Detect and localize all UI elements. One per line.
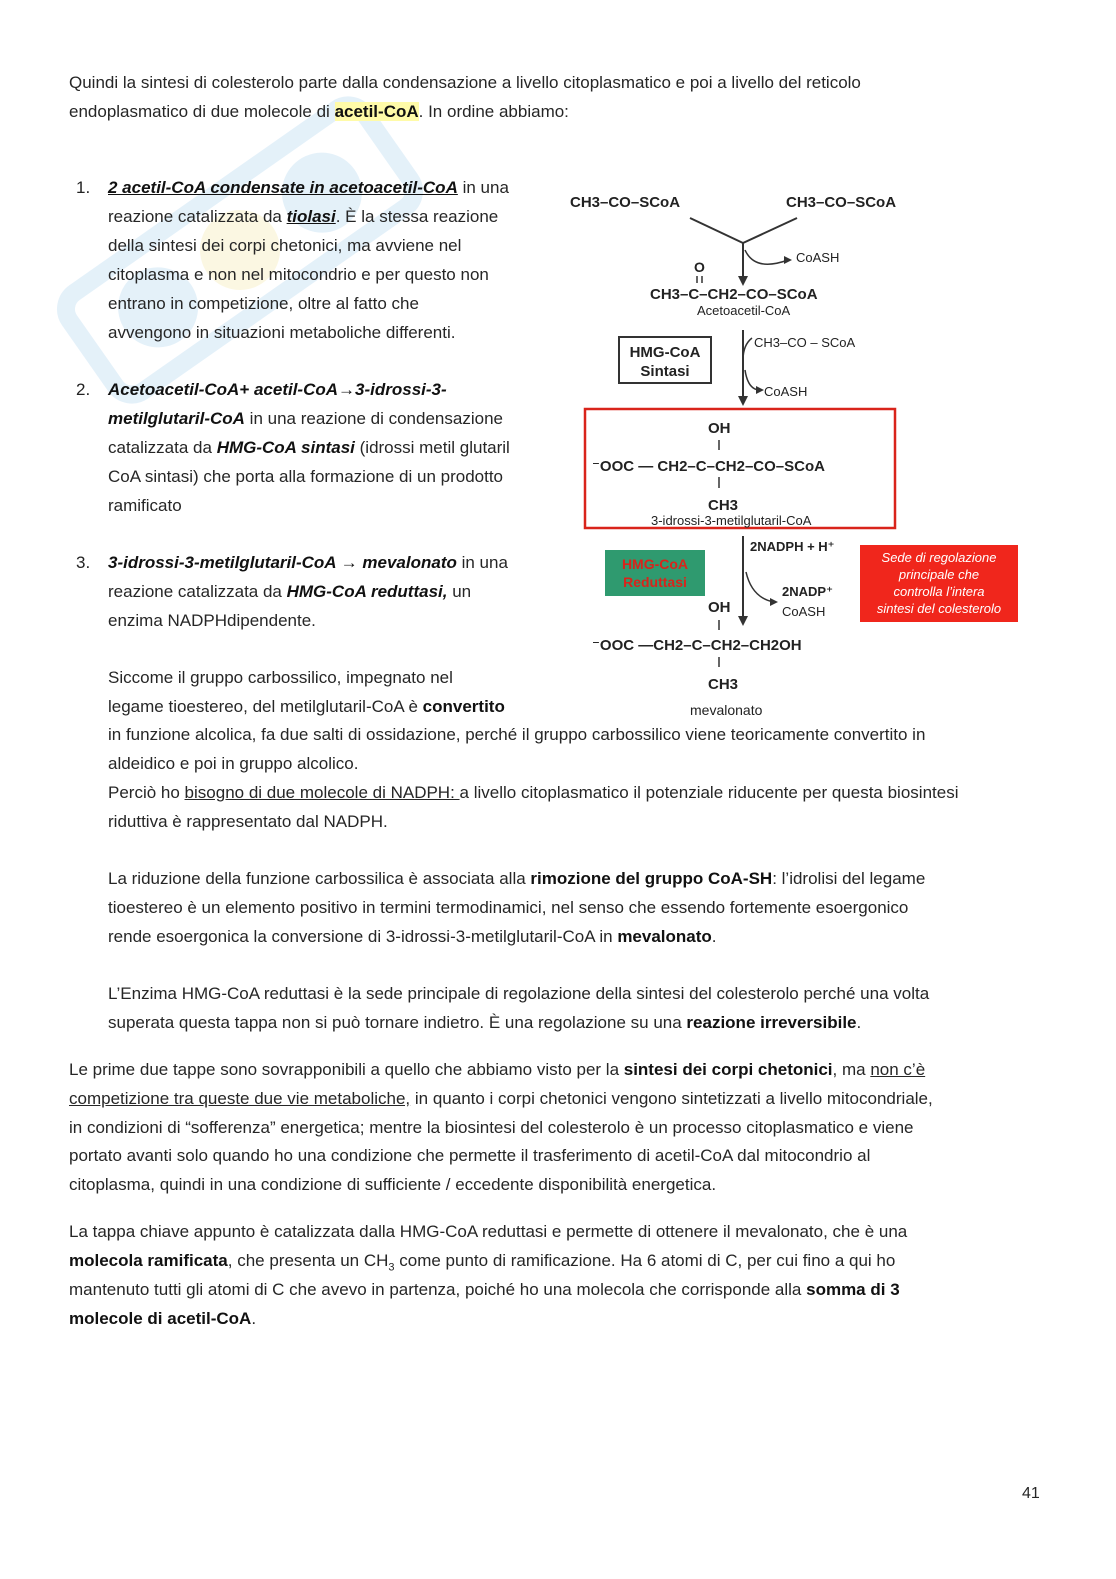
para-b-text: mantenuto tutti gli atomi di C che avevo in partenza, poiché ho una molecola che corrisponde alla bbox=[69, 1280, 807, 1299]
intro-text-end: . In ordine abbiamo: bbox=[418, 102, 569, 121]
para-b-line-4 bbox=[69, 1304, 256, 1333]
para-b-bold: molecole di acetil-CoA bbox=[69, 1309, 252, 1328]
step-3-p2-text: La riduzione della funzione carbossilica è associata alla bbox=[108, 869, 531, 888]
step-3-line-3: enzima NADPHdipendente. bbox=[108, 611, 316, 630]
reactant-right: CH3–CO–SCoA bbox=[786, 194, 897, 211]
para-a-line-1 bbox=[69, 1055, 925, 1084]
para-a-text: , ma bbox=[832, 1060, 871, 1079]
step-1-text: in una bbox=[457, 178, 509, 197]
para-a-line-4: portato avanti solo quando ho una condizione che permette il trasferimento di acetil-CoA dal mitocondrio al bbox=[69, 1146, 871, 1165]
hmg-name: 3-idrossi-3-metilglutaril-CoA bbox=[651, 513, 812, 528]
regulation-line-1: Sede di regolazione bbox=[881, 550, 997, 565]
step-3-p1-line-1: Siccome il gruppo carbossilico, impegnato nel bbox=[108, 668, 453, 687]
nadph-input: 2NADPH + H⁺ bbox=[750, 539, 835, 554]
step-3-p1-line-6: riduttiva è rappresentato dal NADPH. bbox=[108, 812, 388, 831]
step-2-line-2 bbox=[108, 404, 503, 433]
step-1-line-3: della sintesi dei corpi chetonici, ma avviene nel bbox=[108, 236, 462, 255]
step-3-line-2 bbox=[108, 577, 471, 606]
step-3-p1-line-5 bbox=[108, 778, 958, 807]
step-3-p2-bold: rimozione del gruppo CoA-SH bbox=[530, 869, 773, 888]
coash-label-3: CoASH bbox=[782, 604, 826, 619]
acetoacetyl-formula: CH3–C–CH2–CO–SCoA bbox=[650, 286, 818, 303]
step-3-p2-text: rende esoergonica la conversione di 3-idrossi-3-metilglutaril-CoA in bbox=[108, 927, 618, 946]
mevalonate-methyl: CH3 bbox=[708, 676, 739, 693]
step-3-p3-text: superata questa tappa non si può tornare indietro. È una regolazione su una bbox=[108, 1013, 687, 1032]
hmg-methyl: CH3 bbox=[708, 497, 739, 514]
coash-label-2: CoASH bbox=[764, 384, 808, 399]
step-3-p3-text: . bbox=[856, 1013, 862, 1032]
enzyme-reductase-line-2: Reduttasi bbox=[623, 574, 687, 590]
acetoacetyl-oxygen: O bbox=[694, 259, 705, 275]
para-a-text: Le prime due tappe sono sovrapponibili a quello che abbiamo visto per la bbox=[69, 1060, 624, 1079]
step-3-title: 3-idrossi-3-metilglutaril-CoA → mevalonato bbox=[108, 553, 457, 572]
acetylcoa-input: CH3–CO – SCoA bbox=[754, 335, 856, 350]
regulation-line-4: sintesi del colesterolo bbox=[876, 601, 1002, 616]
step-1-text: reazione catalizzata da bbox=[108, 207, 287, 226]
step-3-text: reazione catalizzata da bbox=[108, 582, 287, 601]
enzyme-reductase-line-1: HMG-CoA bbox=[621, 556, 689, 572]
para-b-text: , che presenta un CH bbox=[227, 1251, 389, 1270]
step-3-line-1 bbox=[108, 548, 508, 577]
para-b-text: come punto di ramificazione. Ha 6 atomi di C, per cui fino a qui ho bbox=[394, 1251, 896, 1270]
regulation-line-2: principale che bbox=[898, 567, 980, 582]
step-3-p2-line-2: tioestereo è un elemento positivo in termini termodinamici, nel senso che essendo fortemente esoergonico bbox=[108, 898, 909, 917]
step-3-p2-text: : l’idrolisi del legame bbox=[772, 869, 926, 888]
reactant-left: CH3–CO–SCoA bbox=[570, 194, 681, 211]
step-3-text: un bbox=[447, 582, 472, 601]
enzyme-synthase-line-1: HMG-CoA bbox=[629, 344, 701, 361]
hmg-hydroxyl: OH bbox=[708, 420, 731, 437]
step-3-number: 3. bbox=[76, 553, 91, 572]
step-2-text: catalizzata da bbox=[108, 438, 217, 457]
para-a-bold: sintesi dei corpi chetonici bbox=[623, 1060, 833, 1079]
step-3-p2-line-3 bbox=[108, 922, 717, 951]
intro-highlight-acetylcoa: acetil-CoA bbox=[334, 102, 419, 121]
step-1-line-2 bbox=[108, 202, 498, 231]
para-a-text: in quanto i corpi chetonici vengono sintetizzati a livello mitocondriale, bbox=[410, 1089, 933, 1108]
step-3-p1-text: Perciò ho bbox=[108, 783, 185, 802]
para-a-line-2 bbox=[69, 1084, 933, 1113]
step-1-title: 2 acetil-CoA condensate in acetoacetil-CoA bbox=[108, 178, 458, 197]
step-3-p2-text: . bbox=[711, 927, 717, 946]
coash-label-1: CoASH bbox=[796, 250, 840, 265]
regulation-line-3: controlla l’intera bbox=[893, 584, 985, 599]
step-2-line-5: ramificato bbox=[108, 496, 182, 515]
nadp-output: 2NADP⁺ bbox=[782, 584, 833, 599]
para-b-subscript: 3 bbox=[388, 1261, 395, 1274]
acetoacetyl-name: Acetoacetil-CoA bbox=[697, 303, 791, 318]
mevalonate-hydroxyl: OH bbox=[708, 599, 731, 616]
para-a-line-3: in condizioni di “sofferenza” energetica; mentre la biosintesi del colesterolo è un processo citoplasmatico e viene bbox=[69, 1118, 914, 1137]
para-a-underline: non c’è bbox=[870, 1060, 926, 1079]
step-2-title: Acetoacetil-CoA+ acetil-CoA→3-idrossi-3- bbox=[108, 380, 447, 399]
step-1-line-6: avvengono in situazioni metaboliche differenti. bbox=[108, 323, 456, 342]
step-3-enzyme: HMG-CoA reduttasi, bbox=[286, 582, 448, 601]
step-1-number: 1. bbox=[76, 178, 91, 197]
step-2-title-cont: metilglutaril-CoA bbox=[108, 409, 245, 428]
step-2-line-3 bbox=[108, 433, 510, 462]
step-1-text: . È la stessa reazione bbox=[335, 207, 499, 226]
para-a-underline: competizione tra queste due vie metaboliche, bbox=[69, 1089, 411, 1108]
para-b-line-1: La tappa chiave appunto è catalizzata dalla HMG-CoA reduttasi e permette di ottenere il mevalonato, che è una bbox=[69, 1222, 908, 1241]
step-3-p2-line-1 bbox=[108, 864, 925, 893]
step-2-line-4: CoA sintasi) che porta alla formazione di un prodotto bbox=[108, 467, 504, 486]
step-2-text: in una reazione di condensazione bbox=[244, 409, 503, 428]
step-3-p1-line-2 bbox=[108, 692, 505, 721]
step-1-enzyme: tiolasi bbox=[286, 207, 336, 226]
step-3-p1-bold: convertito bbox=[422, 697, 505, 716]
para-b-text: . bbox=[251, 1309, 257, 1328]
step-1-line-4: citoplasma e non nel mitocondrio e per questo non bbox=[108, 265, 489, 284]
mevalonate-formula: ⁻OOC —CH2–C–CH2–CH2OH bbox=[592, 637, 802, 654]
step-3-p1-text: legame tioestereo, del metilglutaril-CoA è bbox=[108, 697, 423, 716]
para-b-bold: molecola ramificata bbox=[69, 1251, 228, 1270]
step-2-number: 2. bbox=[76, 380, 91, 399]
step-3-p3-line-1: L’Enzima HMG-CoA reduttasi è la sede principale di regolazione della sintesi del colesterolo perché una volta bbox=[108, 984, 930, 1003]
step-3-p1-text: a livello citoplasmatico il potenziale riducente per questa biosintesi bbox=[459, 783, 959, 802]
step-3-p1-line-4: aldeidico e poi in gruppo alcolico. bbox=[108, 754, 359, 773]
intro-line-1: Quindi la sintesi di colesterolo parte dalla condensazione a livello citoplasmatico e poi a livello del reticolo bbox=[69, 73, 861, 92]
step-3-p3-line-2 bbox=[108, 1008, 861, 1037]
hmg-formula: ⁻OOC — CH2–C–CH2–CO–SCoA bbox=[592, 458, 825, 475]
step-3-text: in una bbox=[456, 553, 508, 572]
step-3-p1-underline: bisogno di due molecole di NADPH: bbox=[184, 783, 460, 802]
mevalonate-pathway-diagram bbox=[560, 180, 1060, 725]
step-2-text: (idrossi metil glutaril bbox=[354, 438, 510, 457]
step-2-enzyme: HMG-CoA sintasi bbox=[216, 438, 355, 457]
step-2-line-1 bbox=[108, 375, 447, 404]
step-1-line-1 bbox=[108, 173, 509, 202]
para-b-line-3 bbox=[69, 1275, 900, 1304]
step-3-p2-bold: mevalonato bbox=[617, 927, 712, 946]
page-number: 41 bbox=[1022, 1485, 1040, 1502]
intro-line-2 bbox=[69, 97, 569, 126]
para-a-line-5: citoplasma, quindi in una condizione di sufficiente / eccedente disponibilità energetica. bbox=[69, 1175, 717, 1194]
enzyme-synthase-line-2: Sintasi bbox=[640, 363, 690, 380]
intro-text: endoplasmatico di due molecole di bbox=[69, 102, 335, 121]
step-3-p3-bold: reazione irreversibile bbox=[686, 1013, 857, 1032]
step-3-p1-line-3: in funzione alcolica, fa due salti di ossidazione, perché il gruppo carbossilico viene teoricamente convertito in bbox=[108, 725, 926, 744]
step-1-line-5: entrano in competizione, oltre al fatto che bbox=[108, 294, 419, 313]
para-b-bold: somma di 3 bbox=[806, 1280, 900, 1299]
mevalonate-name: mevalonato bbox=[690, 702, 763, 718]
